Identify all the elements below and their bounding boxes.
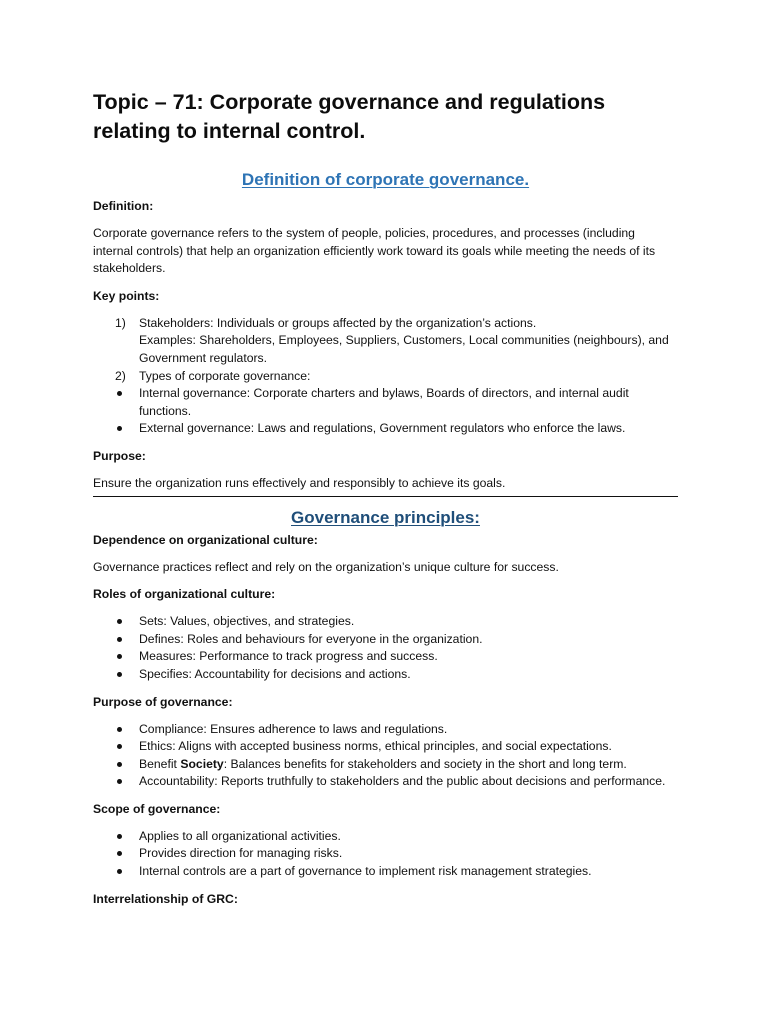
purpose-of-governance-label: Purpose of governance: [93, 694, 233, 709]
dependence-text: Governance practices reflect and rely on the organization’s unique culture for success. [93, 559, 559, 574]
list-item-text: Stakeholders: Individuals or groups affected by the organization’s actions. [139, 315, 537, 330]
purpose-list [93, 721, 678, 791]
list-item [93, 385, 678, 420]
bullet-icon [117, 779, 122, 784]
dependence-label: Dependence on organizational culture: [93, 532, 318, 547]
roles-label: Roles of organizational culture: [93, 587, 276, 602]
document-page [93, 88, 678, 908]
list-item [93, 648, 678, 666]
purpose-text: Ensure the organization runs effectively and responsibly to achieve its goals. [93, 475, 506, 490]
page-title: Topic – 71: Corporate governance and regulations relating to internal control. [93, 90, 606, 143]
bullet-icon [117, 654, 122, 659]
section-heading-principles: Governance principles: [291, 507, 480, 527]
bullet-icon [117, 834, 122, 839]
bullet-icon [117, 672, 122, 677]
bullet-icon [117, 637, 122, 642]
scope-label: Scope of governance: [93, 801, 221, 816]
grc-label: Interrelationship of GRC: [93, 891, 238, 906]
list-item [93, 828, 678, 846]
purpose-label: Purpose: [93, 448, 146, 463]
key-points-list [93, 315, 678, 385]
list-marker: 2) [115, 368, 126, 383]
scope-list [93, 828, 678, 881]
list-item [93, 315, 678, 368]
list-item [93, 773, 678, 791]
bullet-icon [117, 851, 122, 856]
list-item-text: Sets: Values, objectives, and strategies. [139, 614, 355, 629]
list-item-text: Measures: Performance to track progress and success. [139, 649, 438, 664]
governance-types-list [93, 385, 678, 438]
section-heading-definition: Definition of corporate governance. [241, 170, 530, 189]
list-item [93, 845, 678, 863]
list-item [93, 613, 678, 631]
list-item-text: Accountability: Reports truthfully to stakeholders and the public about decisions and performance. [139, 774, 666, 789]
list-item-text: External governance: Laws and regulations, Government regulators who enforce the laws. [139, 421, 626, 436]
list-marker: 1) [115, 315, 126, 330]
roles-list [93, 613, 678, 683]
list-item-text: Specifies: Accountability for decisions and actions. [139, 666, 411, 681]
bullet-icon [117, 762, 122, 767]
bullet-icon [117, 391, 122, 396]
list-item-text: Examples: Shareholders, Employees, Suppliers, Customers, Local communities (neighbours), and Government regulators. [139, 333, 669, 365]
definition-text: Corporate governance refers to the system of people, policies, procedures, and processes (including internal controls) that help an organization efficiently work toward its goals while meeting the needs of its stakeholders. [93, 226, 656, 276]
list-item-text: Internal governance: Corporate charters and bylaws, Boards of directors, and internal audit functions. [139, 386, 629, 418]
list-item-text: Types of corporate governance: [139, 368, 311, 383]
list-item [93, 756, 678, 774]
list-item-bold-text: Society [180, 756, 224, 771]
list-item-text: Ethics: Aligns with accepted business norms, ethical principles, and social expectations. [139, 739, 612, 754]
definition-label: Definition: [93, 199, 154, 213]
list-item-text: Internal controls are a part of governance to implement risk management strategies. [139, 864, 592, 879]
list-item-text: Compliance: Ensures adherence to laws and regulations. [139, 721, 448, 736]
bullet-icon [117, 426, 122, 431]
key-points-label: Key points: [93, 288, 160, 303]
list-item [93, 420, 678, 438]
list-item-text: : Balances benefits for stakeholders and society in the short and long term. [223, 756, 627, 771]
list-item-text: Defines: Roles and behaviours for everyone in the organization. [139, 631, 483, 646]
list-item-text: Applies to all organizational activities. [139, 828, 341, 843]
list-item [93, 738, 678, 756]
bullet-icon [117, 869, 122, 874]
list-item [93, 666, 678, 684]
list-item-text: Provides direction for managing risks. [139, 846, 343, 861]
list-item-text: Benefit [139, 756, 181, 771]
bullet-icon [117, 619, 122, 624]
bullet-icon [117, 727, 122, 732]
list-item [93, 863, 678, 881]
list-item [93, 721, 678, 739]
list-item [93, 631, 678, 649]
list-item [93, 368, 678, 386]
bullet-icon [117, 744, 122, 749]
